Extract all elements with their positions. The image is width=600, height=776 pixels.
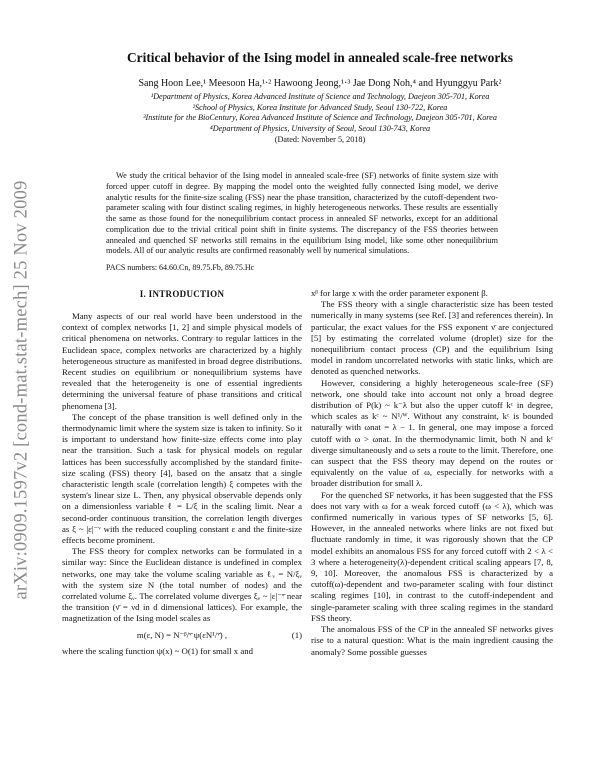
- affiliation-3: ³Institute for the BioCentury, Korea Advanced Institute of Science and Technology, Daejeon 305-701, Korea: [143, 113, 497, 123]
- paragraph: The FSS theory with a single characteristic size has been tested numerically in many systems (see Ref. [3] and references therein). In particular, the exact values for the FSS exponent ν̄ are conjectured [5] by estimating the correlated volume (droplet) size for the nonequilibrium contact process (CP) and the equilibrium Ising model in random uncorrelated networks with static links, which are denoted as quenched networks.: [311, 299, 553, 377]
- arxiv-identifier-text: arXiv:0909.1597v2 [cond-mat.stat-mech] 25 Nov 2009: [11, 180, 32, 600]
- paragraph: The anomalous FSS of the CP in the annealed SF networks gives rise to a natural question: What is the main ingredient causing the anomaly? Some possible guesses: [311, 624, 553, 657]
- paragraph: where the scaling function ψ(x) ~ O(1) for small x and: [62, 645, 253, 656]
- affiliations: [60, 92, 580, 146]
- paragraph: For the quenched SF networks, it has been suggested that the FSS does not vary with ω for a weak forced cutoff (ω < λ), which was confirmed numerically in various types of SF networks [5, 6]. However, in the annealed networks where links are not fixed but fluctuate randomly in time, it was rigorously shown that the CP model exhibits an anomalous FSS for any forced cutoff with 2 < λ < 3 where a heterogeneity(λ)-dependent critical scaling appears [7, 8, 9, 10]. Moreover, the anomalous FSS is characterized by a cutoff(ω)-dependent and two-parameter scaling with four distinct scaling regimes [10], in contrast to the cutoff-independent and single-parameter scaling with three scaling regimes in the standard FSS theory.: [311, 489, 553, 623]
- paragraph: xᵝ for large x with the order parameter exponent β.: [311, 288, 488, 298]
- paragraph: The concept of the phase transition is well defined only in the thermodynamic limit where the system size is taken to infinity. So it is important to understand how finite-size effects come into play near the transition. Such a task for physical models on regular lattices has been successfully accomplished by the standard finite-size scaling (FSS) theory [4], based on the ansatz that a single characteristic length scale (correlation length) ξ competes with the system's linear size L. Then, any physical observable depends only on a dimensionless variable ℓ = L/ξ in the scaling limit. Near a second-order continuous transition, the correlation length diverges as ξ ~ |ε|⁻ᵛ with the reduced coupling constant ε and the finite-size effects become prominent.: [62, 411, 302, 546]
- affiliation-1: ¹Department of Physics, Korea Advanced Institute of Science and Technology, Daejeon 305-701, Korea: [150, 92, 490, 101]
- paragraph: Many aspects of our real world have been understood in the context of complex networks [1, 2] and simple physical models of critical phenomena on networks. Contrary to regular lattices in the Euclidean space, complex networks are characterized by a highly heterogeneous structure as manifested in broad degree distributions. Recent studies on equilibrium or nonequilibrium systems have revealed that the heterogeneity is one of essential ingredients determining the universal feature of phase transitions and critical phenomena [3].: [62, 311, 302, 411]
- paragraph: However, considering a highly heterogeneous scale-free (SF) network, one should take into account not only a broad degree distribution of P(k) ~ k⁻λ but also the upper cutoff kᶜ in degree, which scales as kᶜ ~ N¹/ᵂ. Without any constraint, kᶜ is bounded naturally with ωnat = λ − 1. In general, one may impose a forced cutoff with ω > ωnat. In the thermodynamic limit, both N and kᶜ diverge simultaneously and ω sets a route to the limit. Therefore, one can suspect that the FSS theory may depend on the routes or equivalently on the value of ω, especially for networks with a broader distribution for small λ.: [311, 377, 553, 489]
- paper-title: Critical behavior of the Ising model in annealed scale-free networks: [127, 50, 513, 65]
- author-list: Sang Hoon Lee,¹ Meesoon Ha,¹·² Hawoong Jeong,¹·³ Jae Dong Noh,⁴ and Hyunggyu Park²: [138, 78, 502, 89]
- right-column: [311, 288, 553, 658]
- affiliation-2: ²School of Physics, Korea Institute for Advanced Study, Seoul 130-722, Korea: [192, 102, 448, 112]
- equation-1: [62, 630, 302, 641]
- abstract: We study the critical behavior of the Ising model in annealed scale-free (SF) networks of finite system size with forced upper cutoff in degree. By mapping the model onto the weighted fully connected Ising model, we derive analytic results for the finite-size scaling (FSS) near the phase transition, characterized by the cutoff-dependent two-parameter scaling with four distinct scaling regimes, in highly heterogeneous networks. These results are essentially the same as those found for the nonequilibrium contact process in annealed SF networks, except for an additional complication due to the trivial critical point shift in finite systems. The discrepancy of the FSS theories between annealed and quenched SF networks still remains in the equilibrium Ising model, like some other nonequilibrium models. All of our analytic results are confirmed reasonably well by numerical simulations.: [106, 171, 498, 256]
- equation-body: m(ε, N) = N⁻ᵝ/ᵛ̄ ψ(εN¹/ᵛ̄) ,: [136, 629, 228, 640]
- pacs-numbers: PACS numbers: 64.60.Cn, 89.75.Fb, 89.75.Hc: [106, 263, 255, 272]
- paragraph: The FSS theory for complex networks can be formulated in a similar way: Since the Euclidean distance is undefined in complex networks, one may take the volume scaling variable as ℓᵥ = N/ξᵥ with the system size N (the total number of nodes) and the correlated volume ξᵥ. The correlated volume diverges ξᵥ ~ |ε|⁻ᵛ̄ near the transition (ν̄ = νd in d dimensional lattices). For example, the magnetization of the Ising model scales as: [62, 546, 302, 624]
- section-heading-introduction: I. INTRODUCTION: [139, 289, 225, 299]
- equation-number: (1): [291, 629, 302, 640]
- affiliation-4: ⁴Department of Physics, University of Seoul, Seoul 130-743, Korea: [209, 124, 431, 134]
- date-line: (Dated: November 5, 2018): [274, 134, 366, 144]
- left-column: [62, 311, 302, 657]
- arxiv-identifier: [2, 150, 42, 630]
